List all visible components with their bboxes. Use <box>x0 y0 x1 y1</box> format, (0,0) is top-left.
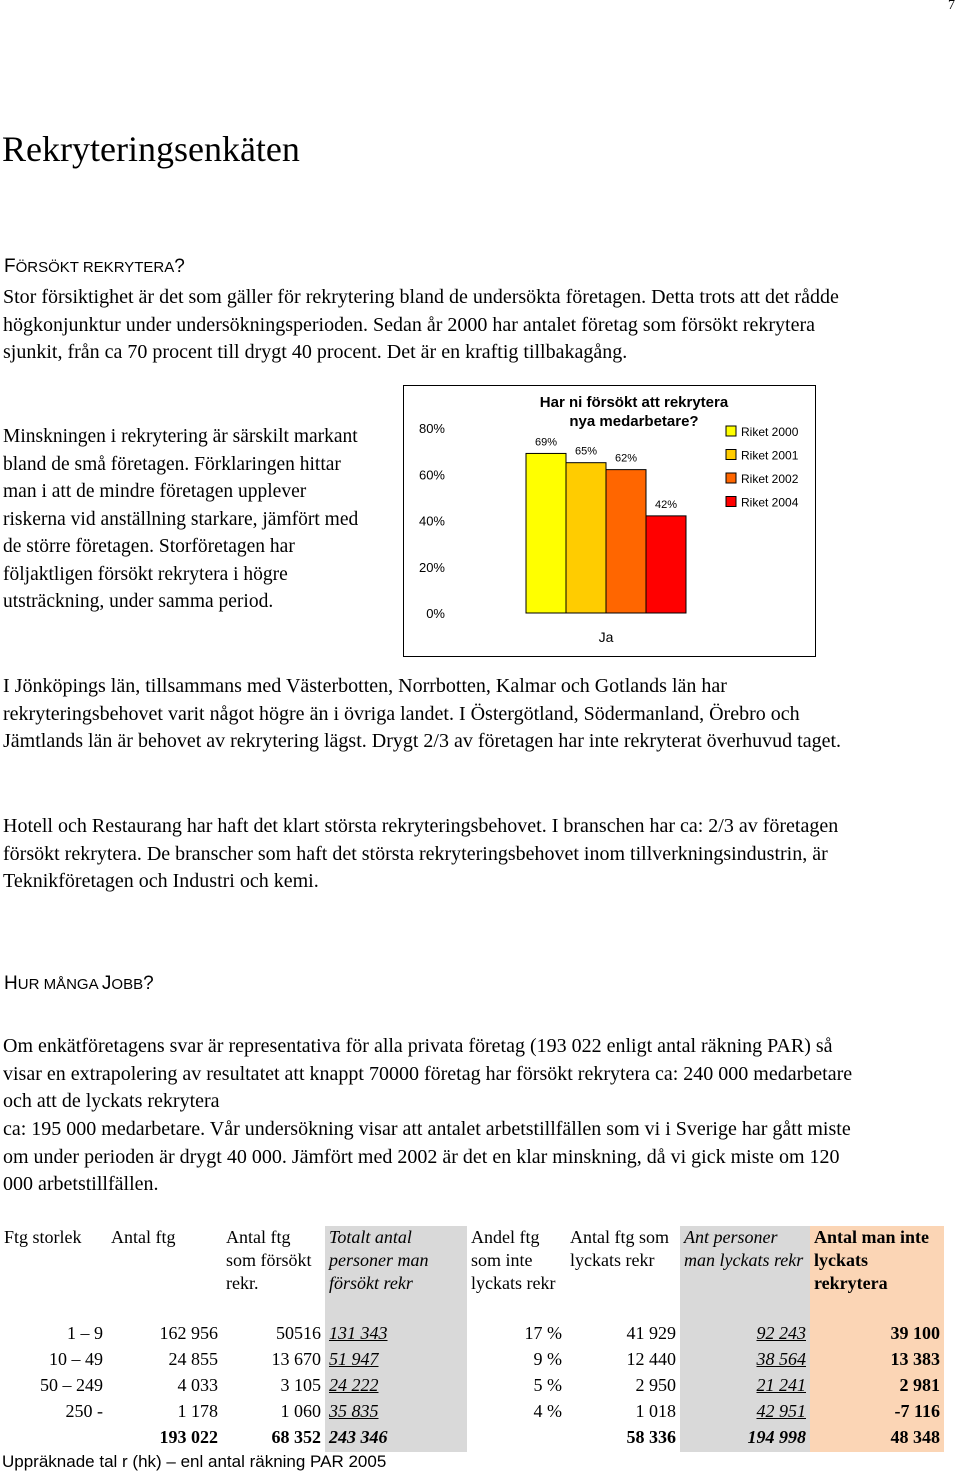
header-antal-ftg: Antal ftg <box>111 1227 176 1247</box>
legend-label: Riket 2001 <box>741 448 799 463</box>
cell: 21 241 <box>680 1374 810 1400</box>
cell: 42 951 <box>680 1400 810 1426</box>
cell: 48 348 <box>810 1426 944 1452</box>
cell <box>467 1426 566 1452</box>
chart-title-line-2: nya medarbetare? <box>569 413 699 430</box>
recruitment-table <box>0 1226 944 1452</box>
cell: 13 670 <box>271 1349 321 1369</box>
cell: 17 % <box>524 1323 562 1343</box>
header-ant-personer: Ant personer man lyckats rekr <box>680 1226 810 1320</box>
cell: 58 336 <box>626 1427 676 1447</box>
cell: 13 383 <box>810 1348 944 1374</box>
header-forsokt-rekr: Antal ftg som försökt rekr. <box>226 1227 312 1293</box>
cell: 2 981 <box>810 1374 944 1400</box>
legend-swatch <box>726 497 736 507</box>
bar-riket-2001 <box>566 463 606 613</box>
page-number: 7 <box>948 0 955 13</box>
table-total-row <box>0 1426 944 1452</box>
cell: 162 956 <box>159 1323 218 1343</box>
cell: 1 – 9 <box>67 1323 103 1343</box>
section-heading-hur-manga-jobb <box>4 973 154 995</box>
heading-initial: F <box>4 256 16 277</box>
cell: 5 % <box>533 1375 562 1395</box>
bar-riket-2000 <box>526 453 566 613</box>
header-inte-lyckats: Antal man inte lyckats rekrytera <box>810 1226 944 1320</box>
cell: 1 018 <box>635 1401 676 1421</box>
chart-title-line-1: Har ni försökt att rekrytera <box>539 394 729 411</box>
cell: 4 % <box>533 1401 562 1421</box>
y-tick-label: 60% <box>418 467 445 483</box>
cell: 3 105 <box>280 1375 321 1395</box>
table-row <box>0 1400 944 1426</box>
bar-riket-2004 <box>646 516 686 613</box>
cell: 1 060 <box>280 1401 321 1421</box>
cell: 2 950 <box>635 1375 676 1395</box>
cell: 35 835 <box>325 1400 467 1426</box>
cell: 39 100 <box>810 1320 944 1348</box>
cell: 41 929 <box>626 1323 676 1343</box>
legend-label: Riket 2000 <box>741 425 799 439</box>
industry-paragraph: Hotell och Restaurang har haft det klart största rekryteringsbehovet. I branschen har ca: 2/3 av företagen försökt rekrytera. De branscher som haft det största rekryteringsbehovet inom tillverkningsindustrin, är Teknikföretagen och Industri och kemi. <box>3 815 839 892</box>
chart-canvas <box>404 386 817 658</box>
cell: 10 – 49 <box>49 1349 103 1369</box>
heading-smallcaps: UR MÅNGA <box>17 976 102 993</box>
cell: 131 343 <box>325 1320 467 1348</box>
cell: 193 022 <box>159 1427 218 1447</box>
cell: 243 346 <box>325 1426 467 1452</box>
heading-end: ? <box>143 973 154 994</box>
heading-smallcaps-2: OBB <box>111 976 144 993</box>
page-title: Rekryteringsenkäten <box>2 129 300 169</box>
data-label: 65% <box>574 445 598 458</box>
data-label: 42% <box>654 498 678 511</box>
cell: 50516 <box>276 1323 321 1343</box>
cell: 92 243 <box>680 1320 810 1348</box>
heading-initial: H <box>4 973 18 994</box>
legend-swatch <box>726 450 736 460</box>
table-header-row <box>0 1226 944 1320</box>
cell: 38 564 <box>680 1348 810 1374</box>
table-row <box>0 1348 944 1374</box>
header-andel-ftg: Andel ftg som inte lyckats rekr <box>471 1227 556 1293</box>
table-row <box>0 1374 944 1400</box>
section-heading-forsokt-rekrytera <box>4 256 185 278</box>
cell: -7 116 <box>810 1400 944 1426</box>
cell <box>0 1426 107 1452</box>
recruitment-chart <box>403 385 816 657</box>
heading-smallcaps: ÖRSÖKT REKRYTERA <box>15 259 175 276</box>
cell: 9 % <box>533 1349 562 1369</box>
legend-label: Riket 2002 <box>741 472 799 486</box>
cell: 250 - <box>65 1401 103 1421</box>
header-lyckats-rekr: Antal ftg som lyckats rekr <box>570 1227 669 1270</box>
header-totalt-antal: Totalt antal personer man försökt rekr <box>325 1226 467 1320</box>
cell: 24 855 <box>168 1349 218 1369</box>
y-tick-label: 80% <box>418 421 445 436</box>
header-ftg-storlek: Ftg storlek <box>4 1227 82 1247</box>
heading-end: ? <box>174 256 185 277</box>
cell: 51 947 <box>325 1348 467 1374</box>
bar-riket-2002 <box>606 470 646 613</box>
intro-paragraph: Stor försiktighet är det som gäller för rekrytering bland de undersökta företagen. Detta trots att det rådde högkonjunktur under undersökningsperioden. Sedan år 2000 har antalet företag som försökt rekrytera sjunkit, från ca 70 procent till drygt 40 procent. Det är en kraftig tillbakagång. <box>3 286 839 363</box>
jobs-lost-paragraph: ca: 195 000 medarbetare. Vår undersökning visar att antalet arbetstillfällen som vi i Sverige har gått miste om under perioden är drygt 40 000. Jämfört med 2002 är det en klar minskning, då vi gick miste om 120 000 arbetstillfällen. <box>3 1118 851 1195</box>
data-label: 69% <box>534 436 558 449</box>
y-tick-label: 40% <box>418 513 445 529</box>
cell: 1 178 <box>177 1401 218 1421</box>
cell: 4 033 <box>177 1375 218 1395</box>
small-companies-paragraph: Minskningen i rekrytering är särskilt markant bland de små företagen. Förklaringen hittar man i att de mindre företagen upplever riskerna vid anställning starkare, jämfört med de större företagen. Storföretagen har följaktligen försökt rekrytera i högre utsträckning, under samma period. <box>3 426 359 612</box>
y-tick-label: 20% <box>418 559 445 575</box>
table-footnote: Uppräknade tal r (hk) – enl antal räkning PAR 2005 <box>2 1452 387 1471</box>
x-category-label: Ja <box>598 629 614 645</box>
legend-swatch <box>726 473 736 483</box>
cell: 24 222 <box>325 1374 467 1400</box>
regional-paragraph: I Jönköpings län, tillsammans med Västerbotten, Norrbotten, Kalmar och Gotlands län har rekryteringsbehovet varit något högre än i övriga landet. I Östergötland, Södermanland, Örebro och Jämtlands län är behovet av rekrytering lägst. Drygt 2/3 av företagen har inte rekryterat överhuvud taget. <box>3 675 842 752</box>
y-tick-label: 0% <box>426 606 445 621</box>
cell: 194 998 <box>680 1426 810 1452</box>
cell: 50 – 249 <box>40 1375 103 1395</box>
cell: 12 440 <box>626 1349 676 1369</box>
extrapolation-paragraph: Om enkätföretagens svar är representativa för alla privata företag (193 022 enligt antal räkning PAR) så visar en extrapolering av resultatet att knappt 70000 företag har försökt rekrytera ca: 240 000 medarbetare och att de lyckats rekrytera <box>3 1035 853 1112</box>
data-label: 62% <box>614 452 638 465</box>
heading-initial-2: J <box>101 973 112 994</box>
table-row <box>0 1320 944 1348</box>
legend-swatch <box>726 426 736 436</box>
cell: 68 352 <box>271 1427 321 1447</box>
legend-label: Riket 2004 <box>741 495 799 510</box>
